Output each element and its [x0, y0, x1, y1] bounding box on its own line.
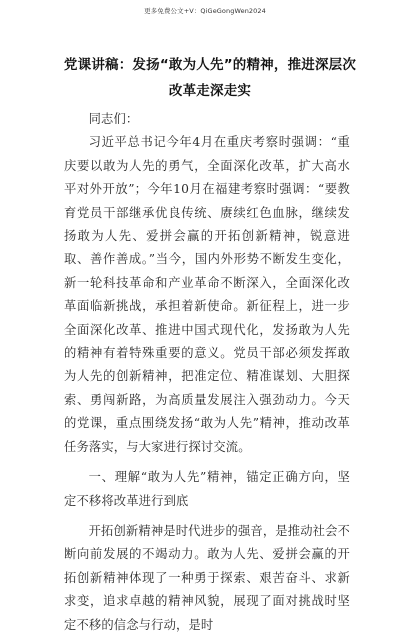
body-paragraph: 开拓创新精神是时代进步的强音，是推动社会不断向前发展的不竭动力。敢为人先、爱拼会赢的开拓创新精神体现了一种勇于探索、艰苦奋斗、求新求变，追求卓越的精神风貌，展现了面对挑战时坚定不移的信念与行动，是时 [64, 523, 350, 632]
body-paragraph: 习近平总书记今年4月在重庆考察时强调：“重庆要以敢为人先的勇气，全面深化改革，扩大高水平对外开放”；今年10月在福建考察时强调：“要教育党员干部继承优良传统、赓续红色血脉，继续发扬敢为人先、爱拼会赢的开拓创新精神，锐意进取、善作善成。”当今，国内外形势不断发生变化，新一轮科技革命和产业革命不断深入，全面深化改革面临新挑战，承担着新使命。新征程上，进一步全面深化改革、推进中国式现代化，发扬敢为人先的精神有着特殊重要的意义。党员干部必须发挥敢为人先的创新精神，把准定位、精准谋划、大胆探索、勇闯新路，为高质量发展注入强劲动力。今天的党课，重点围绕发扬“敢为人先”精神，推动改革任务落实，与大家进行探讨交流。 [64, 135, 350, 454]
salutation: 同志们： [88, 112, 139, 126]
section-heading: 一、理解“敢为人先”精神，锚定正确方向，坚定不移将改革进行到底 [64, 470, 350, 508]
document-title: 党课讲稿：发扬“敢为人先”的精神，推进深层次改革走深走实 [63, 57, 357, 99]
header-note: 更多免费公文+V：QiGeGongWen2024 [144, 7, 266, 15]
document-body [64, 108, 350, 637]
